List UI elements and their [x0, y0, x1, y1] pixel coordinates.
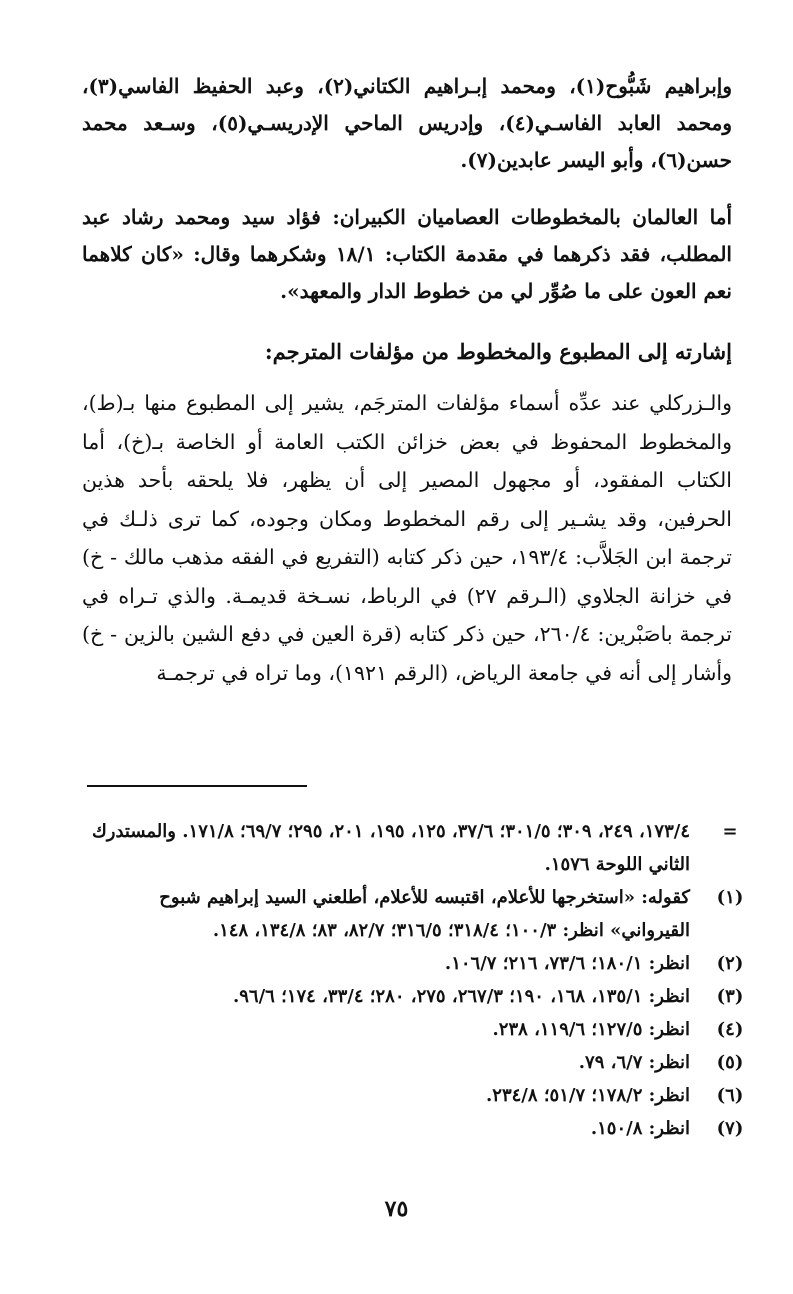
footnote-continuation	[82, 815, 750, 881]
footnote-divider	[87, 785, 307, 787]
footnote-6	[82, 1079, 750, 1112]
footnote-text: ١٧٣/٤، ٢٤٩، ٣٠٩؛ ٣٠١/٥؛ ٣٧/٦، ١٢٥، ١٩٥، ٢٠١، ٢٩٥؛ ٦٩/٧؛ ١٧١/٨. والمستدرك الثاني اللوحة ١٥٧٦.	[91, 821, 690, 875]
footnote-5	[82, 1046, 750, 1079]
footnotes	[82, 815, 750, 1145]
page-number: ٧٥	[384, 1196, 409, 1222]
footnote-text: انظر: ١٣٥/١، ١٦٨، ١٩٠؛ ٢٦٧/٣، ٢٧٥، ٢٨٠؛ ٣٣/٤، ١٧٤؛ ٩٦/٦.	[232, 986, 690, 1007]
footnote-marker: (٢)	[716, 953, 744, 974]
paragraph-3: والـزركلي عند عدِّه أسماء مؤلفات المترجَم، يشير إلى المطبوع منها بـ(ط)، والمخطوط المحفوظ في بعض خزائن الكتب العامة أو الخاصة بـ(خ)، أما الكتاب المفقود، أو مجهول المصير إلى أن يظهر، فلا يلحقه بأحد هذين الحرفين، وقد يشـير إلى رقم المخطوط ومكان وجوده، كما ترى ذلـك في ترجمة ابن الجَلاَّب: ١٩٣/٤، حين ذكر كتابه (التفريع في الفقه مذهب مالك - خ) في خزانة الجلاوي (الـرقم ٢٧) في الرباط، نسـخة قديمـة. والذي تـراه في ترجمة باصَبْرين: ٢٦٠/٤، حين ذكر كتابه (قرة العين في دفع الشين بالزين - خ) وأشار إلى أنه في جامعة الرياض، (الرقم ١٩٢١)، وما تراه في ترجمـة	[82, 391, 733, 685]
footnote-4	[82, 1013, 750, 1046]
footnote-text: كقوله: «استخرجها للأعلام، اقتبسه للأعلام، أطلعني السيد إبراهيم شبوح القيرواني» انظر: ١٠٠/٣؛ ٣١٨/٤؛ ٣١٦/٥؛ ٨٢/٧، ٨٣؛ ١٣٤/٨، ١٤٨.	[159, 887, 690, 941]
footnote-marker: (٥)	[716, 1052, 744, 1073]
footnote-marker: (١)	[716, 887, 744, 908]
footnote-marker: =	[722, 821, 738, 842]
footnote-marker: (٧)	[716, 1118, 744, 1139]
footnote-text: انظر: ١٧٨/٢؛ ٥١/٧؛ ٢٣٤/٨.	[486, 1085, 690, 1106]
footnote-3	[82, 980, 750, 1013]
footnote-text: انظر: ١٥٠/٨.	[590, 1118, 690, 1139]
paragraph-2: أما العالمان بالمخطوطات العصاميان الكبيران: فؤاد سيد ومحمد رشاد عبد المطلب، فقد ذكرهما في مقدمة الكتاب: ١٨/١ وشكرهما وقال: «كان كلاهما نعم العون على ما صُوِّر لي من خطوط الدار والمعهد».	[82, 205, 732, 303]
footnote-1	[82, 881, 750, 947]
footnote-2	[82, 947, 750, 980]
footnote-text: انظر: ١٨٠/١؛ ٧٣/٦، ٢١٦؛ ١٠٦/٧.	[444, 953, 690, 974]
section-heading: إشارته إلى المطبوع والمخطوط من مؤلفات المترجم:	[264, 339, 732, 364]
main-text	[82, 58, 732, 692]
footnote-7	[82, 1112, 750, 1145]
footnote-marker: (٦)	[716, 1085, 744, 1106]
footnote-text: انظر: ٦/٧، ٧٩.	[578, 1052, 690, 1073]
footnote-text: انظر: ١٢٧/٥؛ ١١٩/٦، ٢٣٨.	[492, 1019, 690, 1040]
footnote-marker: (٤)	[716, 1019, 744, 1040]
paragraph-1: وإبراهيم شَبُّوح(١)، ومحمد إبـراهيم الكتاني(٢)، وعبد الحفيظ الفاسي(٣)، ومحمد العابد الفاسـي(٤)، وإدريس الماحي الإدريسـي(٥)، وسـعد محمد حسن(٦)، وأبو اليسر عابدين(٧).	[82, 74, 733, 172]
footnote-marker: (٣)	[716, 986, 744, 1007]
